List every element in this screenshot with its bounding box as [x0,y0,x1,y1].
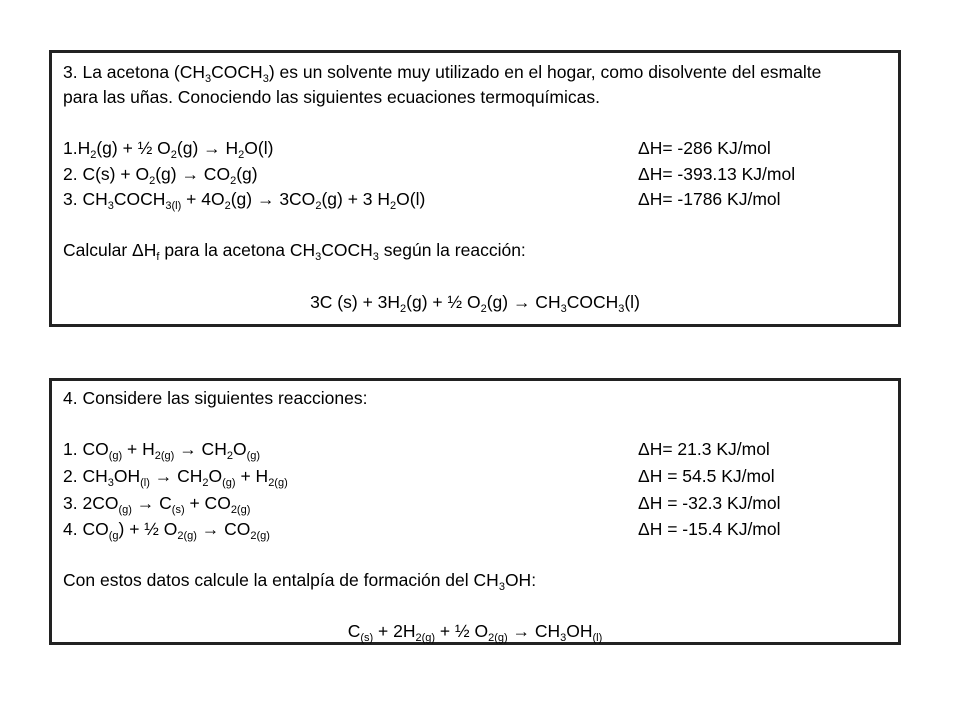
problem-4-equation-4-enthalpy: ΔH = -15.4 KJ/mol [638,519,781,539]
problem-4-question: Con estos datos calcule la entalpía de formación del $CH_3OH$: [63,570,537,593]
problem-3-question: Calcular $\Delta H_f$ para la acetona $CH_3COCH_3$ según la reacción: [63,240,526,263]
problem-3-equation-3: 3. $CH_3COCH_{3(l)} + 4O_2(g) \to 3CO_2(g) + 3$ $H_2O(l)$ [63,189,426,212]
problem-3-intro-line-2: para las uñas. Conociendo las siguientes ecuaciones termoquímicas. [63,87,600,107]
problem-4-equation-4: 4. $CO_{(g}$) + ½ $O_{2(g)} \to CO_{2(g)}$ [63,519,270,542]
problem-4-equation-1: 1. $CO_{(g)} + H_{2(g)} \to CH_2O_{(g)}$ [63,439,261,462]
problem-3-box [49,50,901,327]
problem-4-box [49,378,901,645]
problem-3-target-reaction: 3C $(s) + 3H_2(g)$ + ½ $O_2(g)$ → $CH_3COCH_3(l)$ [310,292,640,315]
problem-3-equation-2: 2. $C(s) + O_2(g) \to CO_2(g)$ [63,164,258,187]
problem-3-equation-1-enthalpy: ΔH= -286 KJ/mol [638,138,771,158]
problem-3-intro-line-1: 3. La acetona $(CH_3COCH_3)$ es un solvente muy utilizado en el hogar, como disolvente del esmalte [63,62,822,85]
problem-4-equation-3-enthalpy: ΔH = -32.3 KJ/mol [638,493,781,513]
problem-3-equation-3-enthalpy: ΔH= -1786 KJ/mol [638,189,781,209]
problem-4-equation-2: 2. $CH_3OH_{(l)} \to CH_2O_{(g)} + H_{2(g)}$ [63,466,288,489]
problem-4-target-reaction: $C_{(s)} + 2H_{2(g)}$ + ½ $O_{2(g)} \to CH_3OH_{(l)}$ [347,621,603,644]
problem-3-equation-2-enthalpy: ΔH= -393.13 KJ/mol [638,164,796,184]
problem-4-intro: 4. Considere las siguientes reacciones: [63,388,368,408]
problem-4-equation-2-enthalpy: ΔH = 54.5 KJ/mol [638,466,775,486]
problem-4-equation-1-enthalpy: ΔH= 21.3 KJ/mol [638,439,770,459]
problem-4-equation-3: 3. $2CO_{(g)} \to C_{(s)} + CO_{2(g)}$ [63,493,251,516]
problem-3-equation-1: $1.H_2(g)$ + ½ $O_2(g) \to H_2O(l)$ [63,138,274,161]
